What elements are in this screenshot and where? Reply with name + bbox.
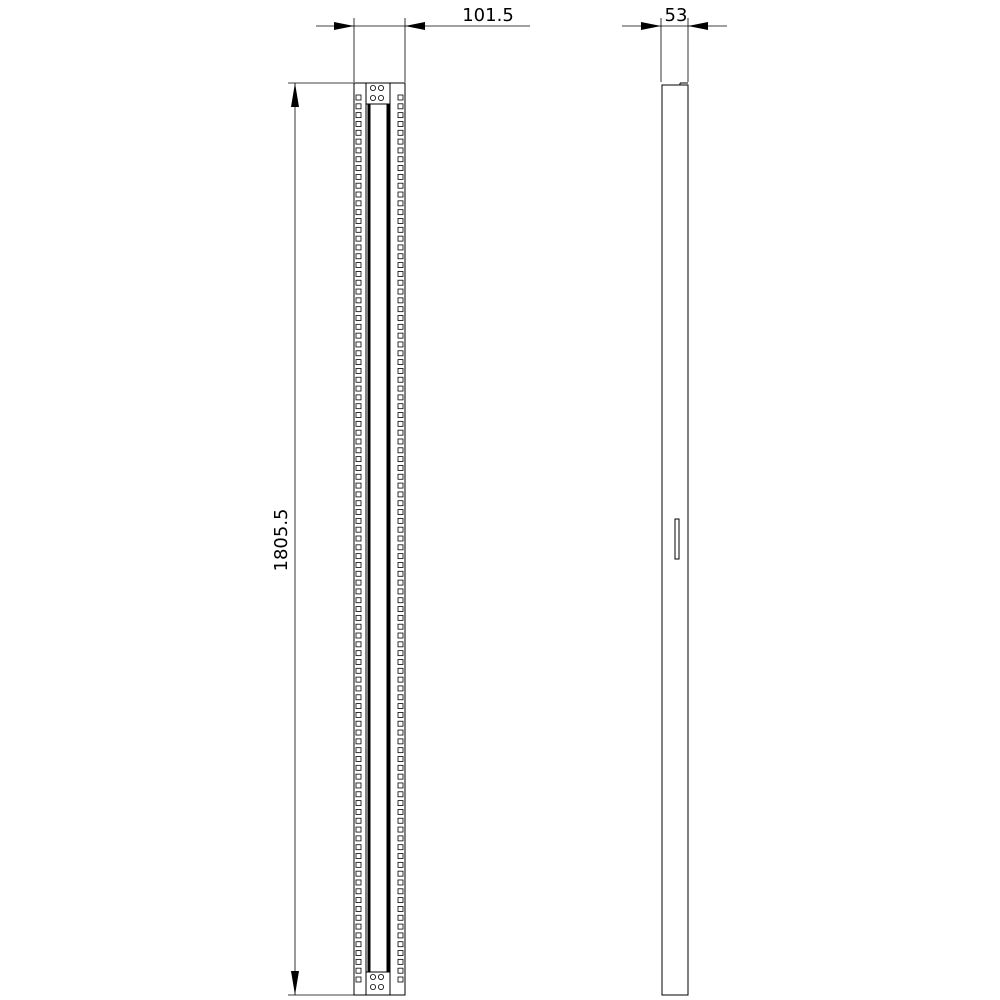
mounting-hole	[356, 862, 361, 867]
mounting-hole	[398, 942, 403, 947]
mounting-hole	[398, 254, 403, 259]
mounting-hole	[356, 201, 361, 206]
mounting-hole	[398, 421, 403, 426]
mounting-hole	[356, 889, 361, 894]
mounting-hole	[398, 157, 403, 162]
mounting-hole	[356, 924, 361, 929]
mounting-hole	[356, 554, 361, 559]
mounting-hole	[356, 589, 361, 594]
mounting-hole	[398, 889, 403, 894]
channel-hole	[370, 984, 375, 989]
left-rail-holes	[356, 95, 361, 982]
mounting-hole	[356, 254, 361, 259]
mounting-hole	[356, 307, 361, 312]
mounting-hole	[398, 915, 403, 920]
mounting-hole	[398, 880, 403, 885]
mounting-hole	[398, 510, 403, 515]
mounting-hole	[398, 518, 403, 523]
mounting-hole	[398, 730, 403, 735]
mounting-hole	[398, 898, 403, 903]
mounting-hole	[398, 686, 403, 691]
mounting-hole	[356, 933, 361, 938]
mounting-hole	[398, 721, 403, 726]
mounting-hole	[356, 510, 361, 515]
mounting-hole	[398, 210, 403, 215]
mounting-hole	[356, 263, 361, 268]
mounting-hole	[398, 448, 403, 453]
mounting-hole	[398, 104, 403, 109]
mounting-hole	[398, 536, 403, 541]
channel-hole	[370, 974, 375, 979]
arrowhead-top	[291, 83, 299, 107]
mounting-hole	[356, 545, 361, 550]
mounting-hole	[356, 430, 361, 435]
mounting-hole	[398, 316, 403, 321]
mounting-hole	[398, 413, 403, 418]
mounting-hole	[398, 368, 403, 373]
mounting-hole	[398, 748, 403, 753]
mounting-hole	[398, 121, 403, 126]
channel-hole	[378, 974, 383, 979]
mounting-hole	[356, 898, 361, 903]
mounting-hole	[356, 536, 361, 541]
mounting-hole	[356, 289, 361, 294]
mounting-hole	[398, 377, 403, 382]
front-view	[354, 83, 405, 995]
mounting-hole	[398, 951, 403, 956]
mounting-hole	[356, 333, 361, 338]
arrowhead-left	[641, 22, 661, 30]
channel-hole	[378, 85, 383, 90]
mounting-hole	[356, 977, 361, 982]
mounting-hole	[398, 280, 403, 285]
mounting-hole	[356, 236, 361, 241]
mounting-hole	[356, 368, 361, 373]
mounting-hole	[398, 562, 403, 567]
mounting-hole	[356, 765, 361, 770]
mounting-hole	[398, 906, 403, 911]
mounting-hole	[398, 404, 403, 409]
mounting-hole	[356, 624, 361, 629]
mounting-hole	[356, 633, 361, 638]
mounting-hole	[398, 439, 403, 444]
mounting-hole	[398, 651, 403, 656]
mounting-hole	[356, 192, 361, 197]
width-dimension-side	[622, 5, 727, 82]
mounting-hole	[398, 527, 403, 532]
mounting-hole	[398, 457, 403, 462]
mounting-hole	[398, 236, 403, 241]
mounting-hole	[356, 104, 361, 109]
mounting-hole	[398, 492, 403, 497]
arrowhead-left	[334, 22, 354, 30]
mounting-hole	[356, 783, 361, 788]
width-dimension-label: 101.5	[462, 5, 514, 26]
mounting-hole	[356, 404, 361, 409]
mounting-hole	[356, 360, 361, 365]
mounting-hole	[398, 959, 403, 964]
mounting-hole	[398, 554, 403, 559]
mounting-hole	[398, 174, 403, 179]
arrowhead-right	[688, 22, 708, 30]
mounting-hole	[398, 351, 403, 356]
mounting-hole	[356, 598, 361, 603]
mounting-hole	[356, 739, 361, 744]
mounting-hole	[356, 774, 361, 779]
mounting-hole	[356, 615, 361, 620]
mounting-hole	[356, 439, 361, 444]
mounting-hole	[398, 483, 403, 488]
mounting-hole	[398, 263, 403, 268]
mounting-hole	[398, 571, 403, 576]
mounting-hole	[398, 218, 403, 223]
mounting-hole	[398, 968, 403, 973]
mounting-hole	[398, 139, 403, 144]
mounting-hole	[356, 139, 361, 144]
mounting-hole	[356, 677, 361, 682]
mounting-hole	[356, 959, 361, 964]
mounting-hole	[398, 360, 403, 365]
mounting-hole	[398, 659, 403, 664]
arrowhead-right	[405, 22, 425, 30]
mounting-hole	[356, 324, 361, 329]
mounting-hole	[356, 298, 361, 303]
mounting-hole	[398, 192, 403, 197]
mounting-hole	[398, 148, 403, 153]
mounting-hole	[356, 465, 361, 470]
mounting-hole	[398, 668, 403, 673]
mounting-hole	[356, 501, 361, 506]
right-rail-holes	[398, 95, 403, 982]
mounting-hole	[398, 827, 403, 832]
mounting-hole	[398, 501, 403, 506]
side-width-dimension-label: 53	[664, 5, 688, 26]
mounting-hole	[398, 757, 403, 762]
mounting-hole	[398, 624, 403, 629]
mounting-hole	[398, 774, 403, 779]
mounting-hole	[356, 607, 361, 612]
mounting-hole	[398, 465, 403, 470]
mounting-hole	[398, 801, 403, 806]
mounting-hole	[356, 166, 361, 171]
mounting-hole	[398, 933, 403, 938]
side-view	[662, 83, 688, 995]
mounting-hole	[356, 915, 361, 920]
mounting-hole	[356, 518, 361, 523]
mounting-hole	[398, 474, 403, 479]
arrowhead-bottom	[291, 971, 299, 995]
mounting-hole	[356, 642, 361, 647]
mounting-hole	[356, 818, 361, 823]
mounting-hole	[398, 739, 403, 744]
mounting-hole	[356, 880, 361, 885]
mounting-hole	[356, 836, 361, 841]
mounting-hole	[356, 748, 361, 753]
mounting-hole	[398, 871, 403, 876]
mounting-hole	[398, 924, 403, 929]
mounting-hole	[398, 166, 403, 171]
mounting-hole	[356, 148, 361, 153]
mounting-hole	[356, 695, 361, 700]
mounting-hole	[356, 668, 361, 673]
mounting-hole	[356, 218, 361, 223]
mounting-hole	[398, 977, 403, 982]
mounting-hole	[356, 492, 361, 497]
mounting-hole	[398, 598, 403, 603]
mounting-hole	[398, 607, 403, 612]
mounting-hole	[398, 712, 403, 717]
mounting-hole	[356, 571, 361, 576]
mounting-hole	[398, 792, 403, 797]
mounting-hole	[398, 854, 403, 859]
mounting-hole	[356, 968, 361, 973]
mounting-hole	[356, 562, 361, 567]
mounting-hole	[356, 951, 361, 956]
side-slot	[675, 519, 679, 559]
mounting-hole	[356, 395, 361, 400]
mounting-hole	[398, 545, 403, 550]
mounting-hole	[356, 871, 361, 876]
mounting-hole	[356, 527, 361, 532]
mounting-hole	[356, 712, 361, 717]
mounting-hole	[356, 721, 361, 726]
mounting-hole	[356, 227, 361, 232]
width-dimension-front	[316, 5, 530, 82]
channel-hole	[370, 95, 375, 100]
mounting-hole	[356, 95, 361, 100]
mounting-hole	[356, 174, 361, 179]
mounting-hole	[356, 280, 361, 285]
mounting-hole	[356, 942, 361, 947]
mounting-hole	[356, 659, 361, 664]
mounting-hole	[356, 183, 361, 188]
mounting-hole	[398, 271, 403, 276]
mounting-hole	[398, 642, 403, 647]
channel-hole	[378, 984, 383, 989]
mounting-hole	[398, 809, 403, 814]
mounting-hole	[398, 765, 403, 770]
mounting-hole	[356, 245, 361, 250]
height-dimension	[271, 83, 354, 995]
mounting-hole	[356, 845, 361, 850]
mounting-hole	[398, 324, 403, 329]
mounting-hole	[356, 854, 361, 859]
mounting-hole	[398, 677, 403, 682]
mounting-hole	[398, 95, 403, 100]
mounting-hole	[398, 862, 403, 867]
mounting-hole	[356, 413, 361, 418]
mounting-hole	[398, 845, 403, 850]
mounting-hole	[356, 580, 361, 585]
mounting-hole	[356, 809, 361, 814]
mounting-hole	[356, 271, 361, 276]
mounting-hole	[356, 686, 361, 691]
mounting-hole	[356, 704, 361, 709]
channel-end-holes	[370, 85, 383, 989]
mounting-hole	[398, 615, 403, 620]
channel-hole	[370, 85, 375, 90]
mounting-hole	[356, 730, 361, 735]
mounting-hole	[398, 342, 403, 347]
mounting-hole	[356, 792, 361, 797]
mounting-hole	[356, 386, 361, 391]
mounting-hole	[398, 836, 403, 841]
mounting-hole	[356, 421, 361, 426]
mounting-hole	[356, 801, 361, 806]
channel-hole	[378, 95, 383, 100]
mounting-hole	[398, 818, 403, 823]
mounting-hole	[398, 245, 403, 250]
mounting-hole	[398, 130, 403, 135]
mounting-hole	[398, 307, 403, 312]
mounting-hole	[356, 457, 361, 462]
mounting-hole	[356, 448, 361, 453]
mounting-hole	[356, 827, 361, 832]
mounting-hole	[356, 483, 361, 488]
mounting-hole	[356, 113, 361, 118]
mounting-hole	[398, 386, 403, 391]
mounting-hole	[356, 316, 361, 321]
mounting-hole	[356, 757, 361, 762]
mounting-hole	[398, 695, 403, 700]
mounting-hole	[398, 227, 403, 232]
mounting-hole	[398, 333, 403, 338]
mounting-hole	[398, 113, 403, 118]
mounting-hole	[356, 651, 361, 656]
mounting-hole	[398, 289, 403, 294]
height-dimension-label: 1805.5	[271, 508, 292, 572]
mounting-hole	[398, 430, 403, 435]
mounting-hole	[398, 783, 403, 788]
mounting-hole	[356, 906, 361, 911]
mounting-hole	[356, 474, 361, 479]
mounting-hole	[398, 298, 403, 303]
mounting-hole	[398, 589, 403, 594]
mounting-hole	[356, 210, 361, 215]
mounting-hole	[398, 580, 403, 585]
mounting-hole	[356, 342, 361, 347]
mounting-hole	[398, 183, 403, 188]
mounting-hole	[356, 121, 361, 126]
mounting-hole	[356, 351, 361, 356]
mounting-hole	[398, 633, 403, 638]
mounting-hole	[398, 395, 403, 400]
mounting-hole	[356, 130, 361, 135]
mounting-hole	[398, 704, 403, 709]
mounting-hole	[398, 201, 403, 206]
mounting-hole	[356, 377, 361, 382]
mounting-hole	[356, 157, 361, 162]
